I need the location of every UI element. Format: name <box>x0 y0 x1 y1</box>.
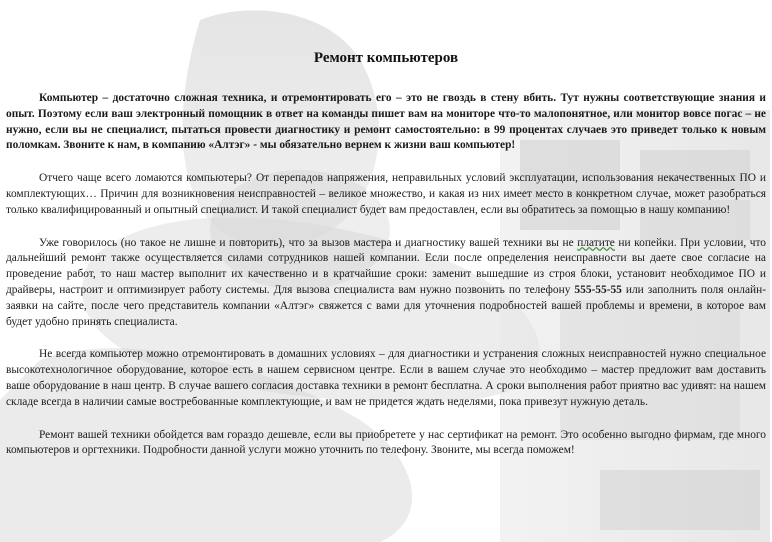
paragraph-service-call-part-2: ни копейки. При условии, что дальнейший ремонт также осуществляется силами сотрудников нашей компании. Если после определения неисправности вы даете свое согласие на проведение работ, то наш мастер выполнит их качественно и в кратчайшие сроки: заменит вышедшие из строя блоки, установит необходимое ПО и драйверы, настроит и оптимизирует работу системы. Для вызова специалиста вам нужно позвонить по телефону <box>6 236 767 296</box>
spellcheck-word: платите <box>577 236 615 249</box>
paragraph-service-call-part-1: Уже говорилось (но такое не лишне и повторить), что за вызов мастера и диагностику вашей техники вы не <box>39 236 578 249</box>
paragraph-certificate: Ремонт вашей техники обойдется вам гораздо дешевле, если вы приобретете у нас сертификат на ремонт. Это особенно выгодно фирмам, где много компьютеров и оргтехники. Подробности данной услуги можно уточнить по телефону. Звоните, мы всегда поможем! <box>6 428 766 457</box>
paragraph-service-call-part-3: или заполнить поля онлайн-заявки на сайте, после чего представитель компании «Алтэг» свяжется с вами для уточнения подробностей вашей проблемы и времени, в которое вам будет удобно принять специалиста. <box>6 283 766 328</box>
page-title: Ремонт компьютеров <box>313 50 459 66</box>
paragraph-causes: Отчего чаще всего ломаются компьютеры? От перепадов напряжения, неправильных условий эксплуатации, использования некачественных ПО и комплектующих… Причин для возникновения неисправностей – великое множество, и какая из них имеет место в конкретном случае, может разобраться только квалифицированный и опытный специалист. И такой специалист будет вам предоставлен, если вы обратитесь за помощью в нашу компанию! <box>6 172 766 216</box>
phone-number: 555-55-55 <box>574 283 622 296</box>
paragraph-service-center: Не всегда компьютер можно отремонтировать в домашних условиях – для диагностики и устранения сложных неисправностей нужно специальное высокотехнологичное оборудование, которое есть в нашем сервисном центре. Если в вашем случае это необходимо – мастер предложит вам доставить ваше оборудование в наш центр. В случае вашего согласия доставка техники в ремонт бесплатна. А сроки выполнения работ приятно вас удивят: на нашем складе всегда в наличии самые востребованные комплектующие, и вам не придется ждать неделями, пока привезут нужную деталь. <box>6 348 766 408</box>
lead-paragraph: Компьютер – достаточно сложная техника, и отремонтировать его – это не гвоздь в стену вбить. Тут нужны соответствующие знания и опыт. Поэтому если ваш электронный помощник в ответ на команды пишет вам на мониторе что-то малопонятное, или монитор вовсе погас – не нужно, если вы не специалист, пытаться провести диагностику и ремонт самостоятельно: в 99 процентах случаев это приведет только к новым поломкам. Звоните к нам, в компанию «Алтэг» - мы обязательно вернем к жизни ваш компьютер! <box>6 92 766 152</box>
paragraph-service-call <box>6 236 766 331</box>
